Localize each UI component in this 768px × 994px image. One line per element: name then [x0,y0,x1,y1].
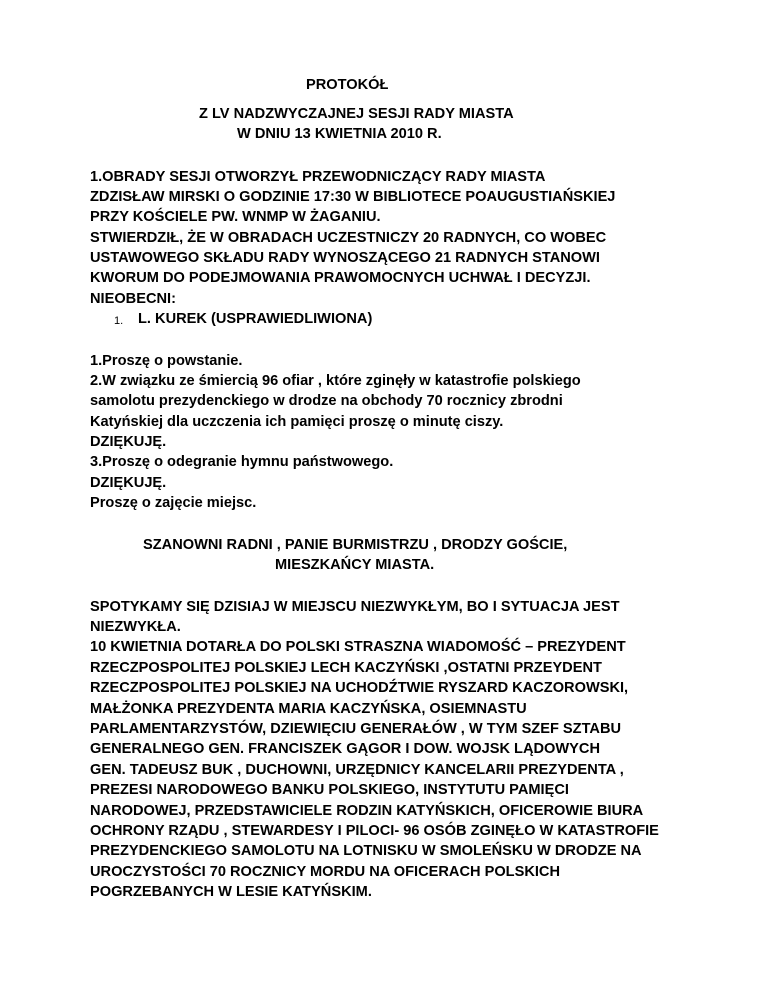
para2-line: 2.W związku ze śmiercią 96 ofiar , które zginęły w katastrofie polskiego [90,373,581,389]
doc-date: W DNIU 13 KWIETNIA 2010 R. [237,126,442,142]
doc-subtitle: Z LV NADZWYCZAJNEJ SESJI RADY MIASTA [199,106,514,122]
greeting-line: SZANOWNI RADNI , PANIE BURMISTRZU , DRODZY GOŚCIE, [143,537,568,553]
para1-line: ZDZISŁAW MIRSKI O GODZINIE 17:30 W BIBLIOTECE POAUGUSTIAŃSKIEJ [90,189,616,205]
list-number: 1. [114,315,124,327]
list-item: L. KUREK (USPRAWIEDLIWIONA) [138,311,373,327]
para3-line: PREZESI NARODOWEGO BANKU POLSKIEGO, INSTYTUTU PAMIĘCI [90,782,569,798]
para3-line: NARODOWEJ, PRZEDSTAWICIELE RODZIN KATYŃSKICH, OFICEROWIE BIURA [90,803,644,819]
para3-line: UROCZYSTOŚCI 70 ROCZNICY MORDU NA OFICERACH POLSKICH [90,864,561,880]
para3-line: GENERALNEGO GEN. FRANCISZEK GĄGOR I DOW. WOJSK LĄDOWYCH [90,741,600,757]
para3-line: GEN. TADEUSZ BUK , DUCHOWNI, URZĘDNICY KANCELARII PREZYDENTA , [90,762,624,778]
para2-line: Proszę o zajęcie miejsc. [90,495,257,511]
para2-line: 3.Proszę o odegranie hymnu państwowego. [90,454,394,470]
para2-line: DZIĘKUJĘ. [90,434,167,450]
para3-line: OCHRONY RZĄDU , STEWARDESY I PILOCI- 96 OSÓB ZGINĘŁO W KATASTROFIE [90,823,659,839]
para3-line: SPOTYKAMY SIĘ DZISIAJ W MIEJSCU NIEZWYKŁYM, BO I SYTUACJA JEST [90,599,620,615]
para1-line: PRZY KOŚCIELE PW. WNMP W ŻAGANIU. [90,209,381,225]
para3-line: POGRZEBANYCH W LESIE KATYŃSKIM. [90,884,372,900]
para3-line: PARLAMENTARZYSTÓW, DZIEWIĘCIU GENERAŁÓW , W TYM SZEF SZTABU [90,721,622,737]
para1-line: STWIERDZIŁ, ŻE W OBRADACH UCZESTNICZY 20 RADNYCH, CO WOBEC [90,230,607,246]
para1-line: NIEOBECNI: [90,291,176,307]
para3-line: RZECZPOSPOLITEJ POLSKIEJ LECH KACZYŃSKI ,OSTATNI PRZEYDENT [90,660,602,676]
para1-line: USTAWOWEGO SKŁADU RADY WYNOSZĄCEGO 21 RADNYCH STANOWI [90,250,600,266]
para2-line: 1.Proszę o powstanie. [90,353,243,369]
para3-line: PREZYDENCKIEGO SAMOLOTU NA LOTNISKU W SMOLEŃSKU W DRODZE NA [90,843,642,859]
para3-line: 10 KWIETNIA DOTARŁA DO POLSKI STRASZNA WIADOMOŚĆ – PREZYDENT [90,639,626,655]
para3-line: MAŁŻONKA PREZYDENTA MARIA KACZYŃSKA, OSIEMNASTU [90,701,527,717]
para1-line: KWORUM DO PODEJMOWANIA PRAWOMOCNYCH UCHWAŁ I DECYZJI. [90,270,591,286]
para2-line: Katyńskiej dla uczczenia ich pamięci proszę o minutę ciszy. [90,414,504,430]
para2-line: DZIĘKUJĘ. [90,475,167,491]
para3-line: NIEZWYKŁA. [90,619,181,635]
doc-title: PROTOKÓŁ [306,77,389,93]
greeting-line: MIESZKAŃCY MIASTA. [275,557,435,573]
para3-line: RZECZPOSPOLITEJ POLSKIEJ NA UCHODŹTWIE RYSZARD KACZOROWSKI, [90,680,629,696]
para2-line: samolotu prezydenckiego w drodze na obchody 70 rocznicy zbrodni [90,393,563,409]
para1-line: 1.OBRADY SESJI OTWORZYŁ PRZEWODNICZĄCY RADY MIASTA [90,169,546,185]
